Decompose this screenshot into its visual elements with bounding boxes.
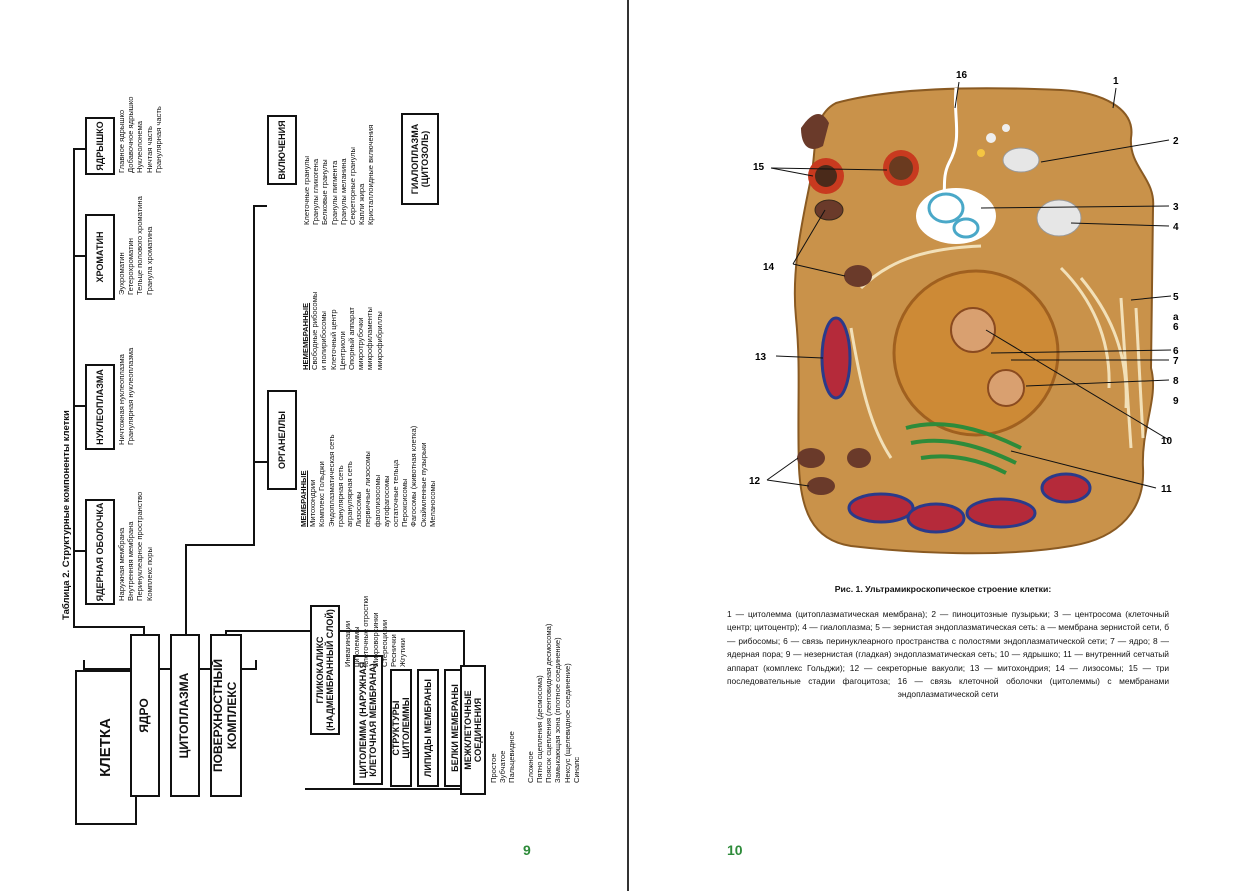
list-item: Добавочное ядрышко <box>126 96 136 173</box>
list-item: Кристаллоидные включения <box>366 124 376 225</box>
list-item: Эухроматин <box>117 252 126 295</box>
list-item: Реснички <box>389 634 399 667</box>
figure-callout-label: 9 <box>1173 396 1179 407</box>
list-item: Жгутики <box>398 638 408 667</box>
lysosome <box>815 200 843 220</box>
figure-callout-label: 7 <box>1173 356 1179 367</box>
list-item: Пальцевидное <box>507 731 517 783</box>
list-item: Перинуклеарное пространство <box>135 491 145 601</box>
list-item: Ничтожная нуклеоплазма <box>117 354 126 445</box>
list-item: Капли жира <box>357 183 367 225</box>
list-item: агранулярная сеть <box>345 461 355 527</box>
figure-callout-label: 11 <box>1161 484 1172 495</box>
list-item: цитолеммы <box>352 626 362 667</box>
figure-callout-label: 12 <box>749 476 761 487</box>
right-page <box>629 0 1257 891</box>
chromatin-list <box>117 196 154 295</box>
list-item: Наружная мембрана <box>117 527 126 601</box>
figure-callout-label: 14 <box>763 262 775 273</box>
branch-cytoplasm: ЦИТОПЛАЗМА <box>170 634 200 797</box>
list-heading: МЕМБРАННЫЕ <box>299 470 308 527</box>
figure-callout-label: 6 <box>1173 322 1179 333</box>
list-item: Секреторные гранулы <box>348 147 358 225</box>
root-box-cell: КЛЕТКА <box>75 670 137 825</box>
list-item: Зубчатое <box>498 750 508 783</box>
figure-callout-label: 8 <box>1173 376 1179 387</box>
list-item: Замыкающая зона (плотное соединение) <box>553 637 563 783</box>
list-item: Свободные рибосомы <box>310 291 320 370</box>
list-item: Митохондрии <box>308 479 318 527</box>
list-item: Центриоли <box>337 331 347 370</box>
list-item: Комплекс поры <box>144 547 154 601</box>
list-item: микрофиламенты <box>365 307 375 370</box>
figure-callout-label: 6 <box>1173 346 1179 357</box>
figure-callout-label: а <box>1173 312 1179 323</box>
list-heading: НЕМЕМБРАННЫЕ <box>301 302 310 370</box>
list-item: Фагосомы (животная клетка) <box>409 425 419 527</box>
organelles-box: ОРГАНЕЛЛЫ <box>267 390 297 490</box>
membrane-proteins-box: БЕЛКИ МЕМБРАНЫ <box>444 669 466 787</box>
nonmembrane-organelles-list <box>301 292 384 370</box>
list-item: первичные лизосомы <box>363 451 373 527</box>
list-item: фаголизосомы <box>372 474 382 527</box>
list-item: Окаймленные пузырьки <box>418 442 428 527</box>
list-item: Клеточные гранулы <box>302 155 311 225</box>
list-item: Синапс <box>571 756 581 783</box>
inclusions-list <box>302 125 376 225</box>
nucleus-envelope-box: ЯДЕРНАЯ ОБОЛОЧКА <box>85 499 115 605</box>
list-item: гранулярная сеть <box>335 465 345 527</box>
branch-surface: ПОВЕРХНОСТНЫЙ КОМПЛЕКС <box>210 634 242 797</box>
list-item: Главное ядрышко <box>117 109 126 173</box>
figure-callout-label: 5 <box>1173 292 1179 303</box>
list-item: Гетерохроматин <box>126 238 136 295</box>
list-item: Клеточные отростки <box>361 595 371 667</box>
nucleolus-list <box>117 96 163 173</box>
membrane-organelles-list <box>299 426 437 527</box>
list-item: Сложное <box>525 751 535 783</box>
figure-callout-label: 2 <box>1173 136 1179 147</box>
list-item: Гранулы гликогена <box>311 158 321 225</box>
list-item: Клеточный центр <box>328 309 338 370</box>
nucleoplasm-list <box>117 348 135 445</box>
cell-ultrastructure-figure <box>741 68 1186 568</box>
list-item: Простое <box>489 753 498 783</box>
page-number-right: 10 <box>727 842 743 858</box>
list-item <box>517 624 526 783</box>
figure-callout-label: 4 <box>1173 222 1179 233</box>
list-item: Поясок сцепления (лентовидная десмосома) <box>544 623 554 783</box>
nucleolus-box: ЯДРЫШКО <box>85 117 115 175</box>
figure-callout-label: 13 <box>755 352 767 363</box>
list-item: Гранулярная часть <box>153 106 163 173</box>
secretory-vacuole <box>797 448 825 468</box>
list-item: Гранула хроматина <box>144 226 154 295</box>
nucleolus <box>951 308 995 352</box>
cytolemma-box: ЦИТОЛЕММА (НАРУЖНАЯ КЛЕТОЧНАЯ МЕМБРАНА) <box>353 655 383 785</box>
list-item: Микроворсинки <box>370 612 380 667</box>
chromatin-box: ХРОМАТИН <box>85 214 115 300</box>
pinocytic-vesicle <box>1003 148 1039 172</box>
list-item: Пятно сцепления (десмосома) <box>535 675 545 783</box>
list-item: Внутренняя мембрана <box>126 521 136 601</box>
inclusions-box: ВКЛЮЧЕНИЯ <box>267 115 297 185</box>
table-title: Таблица 2. Структурные компоненты клетки <box>61 410 72 620</box>
list-item: Опорный аппарат <box>347 307 357 370</box>
junctions-list <box>489 624 581 783</box>
glycocalyx-box: ГЛИКОКАЛИКС (НАДМЕМБРАННЫЙ СЛОЙ) <box>310 605 340 735</box>
list-item: Комплекс Гольджи <box>317 461 327 527</box>
membrane-lipids-box: ЛИПИДЫ МЕМБРАНЫ <box>417 669 439 787</box>
branch-nucleus: ЯДРО <box>130 634 160 797</box>
mitochondrion <box>822 318 850 398</box>
list-item: микротрубочки <box>356 317 366 370</box>
list-item: Гранулы меланина <box>338 158 348 225</box>
list-item: остаточные тельца <box>391 459 401 527</box>
cytolemma-structures-list <box>343 596 407 667</box>
list-item: Инвагинации <box>343 620 352 667</box>
list-item: Меланосомы <box>427 480 437 527</box>
list-item: Гранулярная нуклеоплазма <box>126 347 136 445</box>
list-item: и полирибосомы <box>319 310 329 370</box>
structure-diagram <box>55 45 581 825</box>
figure-callout-label: 3 <box>1173 202 1179 213</box>
hyaloplasm-box: ГИАЛОПЛАЗМА (ЦИТОЗОЛЬ) <box>401 113 439 205</box>
figure-callout-label: 15 <box>753 162 765 173</box>
nucleus <box>894 271 1058 435</box>
cytolemma-structures-box: СТРУКТУРЫ ЦИТОЛЕММЫ <box>390 669 412 787</box>
nucleoplasm-box: НУКЛЕОПЛАЗМА <box>85 364 115 450</box>
figure-callout-label: 1 <box>1113 76 1119 87</box>
junctions-box: МЕЖКЛЕТОЧНЫЕ СОЕДИНЕНИЯ <box>460 665 486 795</box>
list-item: Гранулы пигмента <box>329 160 339 225</box>
list-item: Белковые гранулы <box>320 159 330 225</box>
list-item: Ничтая часть <box>144 126 154 173</box>
figure-legend: 1 — цитолемма (цитоплазматическая мембрана); 2 — пиноцитозные пузырьки; 3 — центросома (клеточный центр; цитоцентр); 4 — гиалоплазма; 5 — зернистая эндоплазматическая сеть: а — мембрана зернистой сети, б — рибосомы; 6 — связь перинуклеарного пространства с полостями эндоплазматической сети; 7 — ядро; 8 — ядерная пора; 9 — незернистая (гладкая) эндоплазматическая сеть; 10 — ядрышко; 11 — внутренний сетчатый аппарат (комплекс Гольджи); 12 — секреторные вакуоли; 13 — митохондрия; 14 — лизосомы; 15 — три последовательные стадии фагоцитоза; 16 — связь клеточной оболочки (цитолеммы) с мембранами эндоплазматической сети <box>727 609 1169 700</box>
list-item: Стереоцилии <box>379 619 389 667</box>
list-item: Тельце полового хроматина <box>135 196 145 295</box>
left-page <box>0 0 628 891</box>
envelope-list <box>117 492 154 601</box>
list-item: Эндоплазматическая сеть <box>326 434 336 527</box>
list-item: Нексус (щелевидное соединение) <box>562 663 572 783</box>
figure-callout-label: 10 <box>1161 436 1173 447</box>
figure-callout-label: 16 <box>956 70 968 81</box>
list-item: Нуклеолонема <box>135 121 145 173</box>
list-item: Лизосомы <box>354 491 364 527</box>
page-number-left: 9 <box>523 842 531 858</box>
list-item: аутофагосомы <box>381 475 391 527</box>
figure-caption: Рис. 1. Ультрамикроскопическое строение клетки: <box>834 584 1052 594</box>
list-item: Пероксисомы <box>400 478 410 527</box>
list-item: микрофибриллы <box>374 311 384 370</box>
